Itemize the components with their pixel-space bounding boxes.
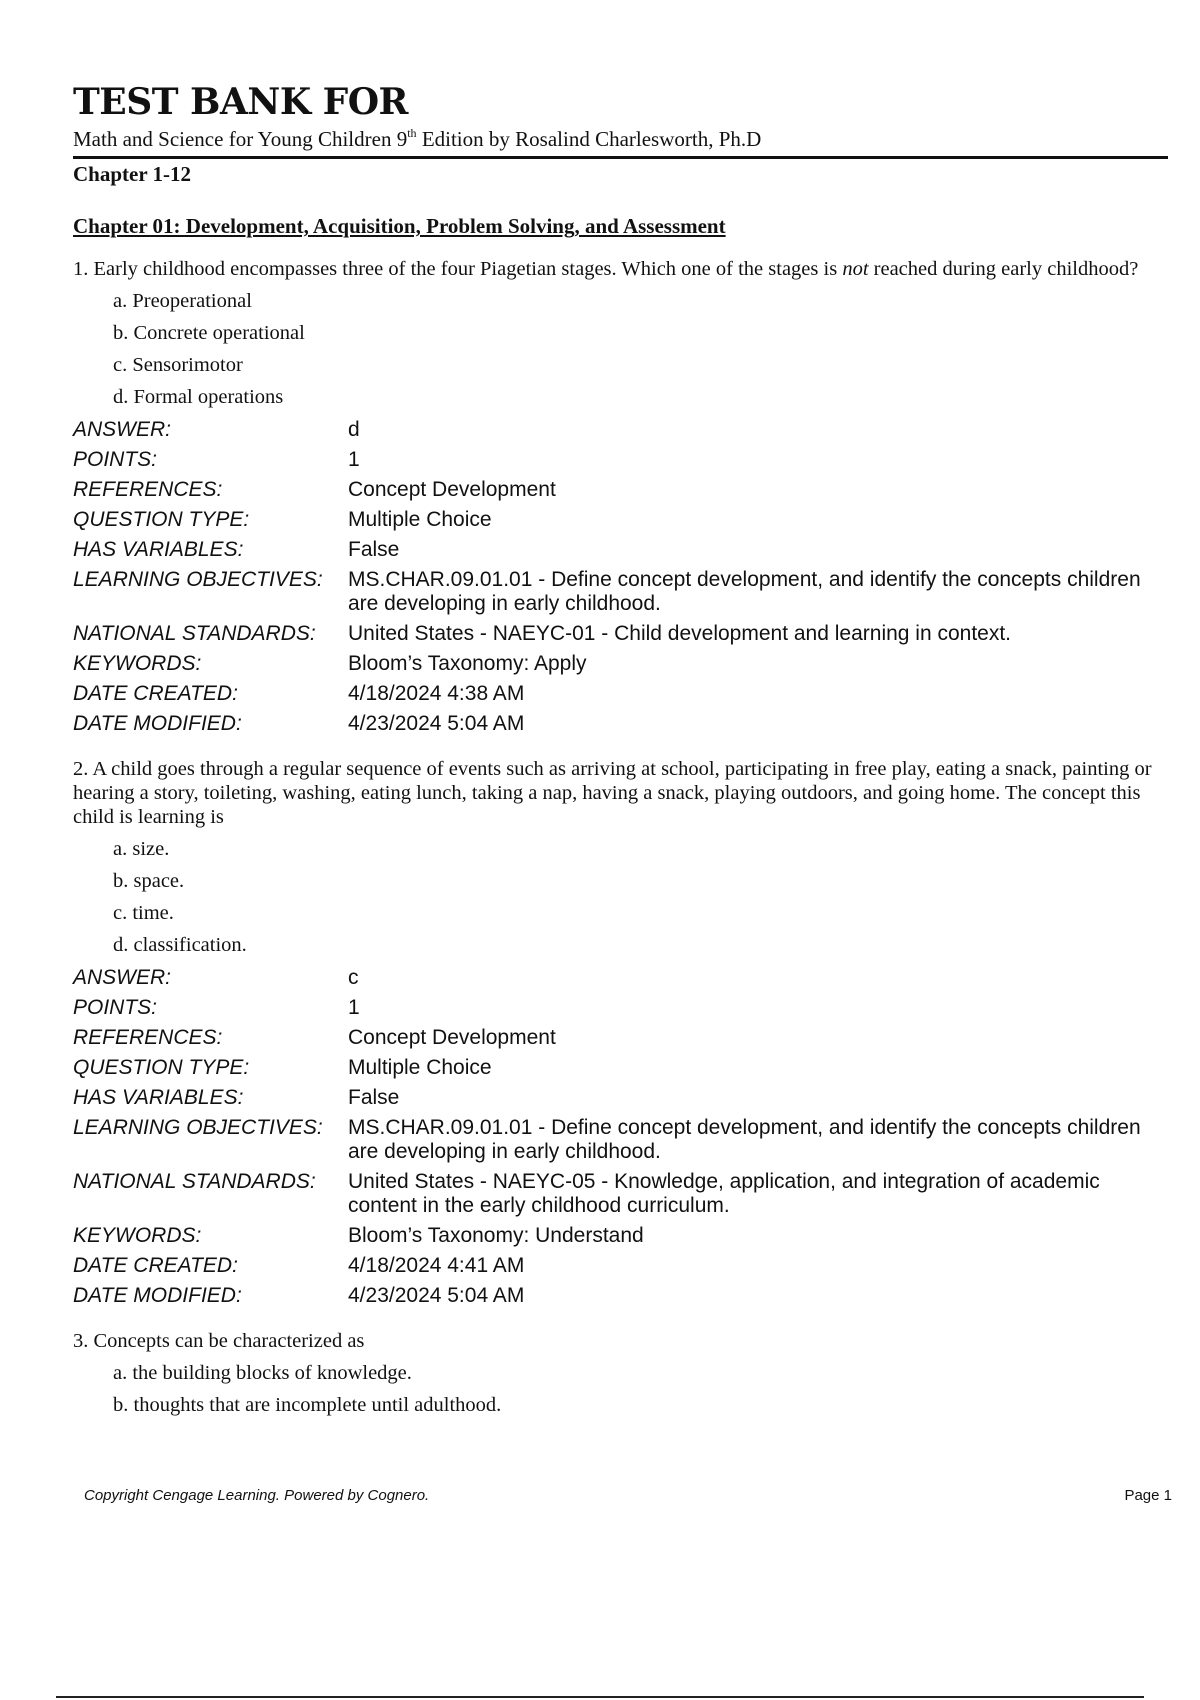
metadata-row <box>73 1251 1168 1281</box>
metadata-value: 4/18/2024 4:38 AM <box>348 682 525 705</box>
answer-options <box>113 1357 1168 1421</box>
metadata-value: MS.CHAR.09.01.01 - Define concept development, and identify the concepts children are developing in early childhood. <box>348 1116 1141 1163</box>
metadata-label: KEYWORDS: <box>73 652 202 675</box>
metadata-label: ANSWER: <box>73 418 172 441</box>
metadata-value: United States - NAEYC-05 - Knowledge, application, and integration of academic content in the early childhood curriculum. <box>348 1170 1100 1217</box>
doc-subtitle <box>73 126 1168 152</box>
chapter-heading: Chapter 01: Development, Acquisition, Problem Solving, and Assessment <box>73 214 726 238</box>
question-stem-text: 1. Early childhood encompasses three of the four Piagetian stages. Which one of the stages is <box>73 258 843 280</box>
bottom-divider <box>56 1696 1144 1698</box>
metadata-value: MS.CHAR.09.01.01 - Define concept development, and identify the concepts children are developing in early childhood. <box>348 568 1141 615</box>
question-stem <box>73 257 1168 281</box>
metadata-value: 4/18/2024 4:41 AM <box>348 1254 525 1277</box>
metadata-value: d <box>348 418 360 441</box>
metadata-row <box>73 963 1168 993</box>
metadata-row <box>73 535 1168 565</box>
footer-page-number: Page 1 <box>1124 1487 1172 1504</box>
metadata-row <box>73 1221 1168 1251</box>
metadata-label: POINTS: <box>73 448 158 471</box>
answer-option: a. Preoperational <box>113 290 252 312</box>
question-stem-text: 2. A child goes through a regular sequence of events such as arriving at school, participating in free play, eating a snack, painting or hearing a story, toileting, washing, eating lunch, taking a nap, having a snack, playing outdoors, and going home. The concept this child is learning is <box>73 758 1152 828</box>
answer-options <box>113 833 1168 961</box>
answer-options <box>113 285 1168 413</box>
metadata-row <box>73 1053 1168 1083</box>
metadata-value: Bloom’s Taxonomy: Understand <box>348 1224 644 1247</box>
question-stem <box>73 1329 1168 1353</box>
metadata-value: False <box>348 1086 400 1109</box>
answer-option: b. Concrete operational <box>113 322 305 344</box>
metadata-label: REFERENCES: <box>73 478 223 501</box>
metadata-label: ANSWER: <box>73 966 172 989</box>
chapter-range: Chapter 1-12 <box>73 162 192 186</box>
question-stem-text: 3. Concepts can be characterized as <box>73 1330 365 1352</box>
footer-copyright: Copyright Cengage Learning. Powered by Cognero. <box>84 1487 430 1504</box>
metadata-value: Concept Development <box>348 1026 556 1049</box>
metadata-value: False <box>348 538 400 561</box>
metadata-row <box>73 445 1168 475</box>
answer-option: a. size. <box>113 838 170 860</box>
metadata-row <box>73 1023 1168 1053</box>
metadata-label: DATE MODIFIED: <box>73 712 242 735</box>
answer-option: d. classification. <box>113 934 247 956</box>
metadata-label: DATE MODIFIED: <box>73 1284 242 1307</box>
metadata-value: Bloom’s Taxonomy: Apply <box>348 652 587 675</box>
subtitle-text-rest: Edition by Rosalind Charlesworth, Ph.D <box>416 127 762 151</box>
answer-option: b. space. <box>113 870 185 892</box>
metadata-value: 1 <box>348 996 360 1019</box>
subtitle-text: Math and Science for Young Children 9 <box>73 127 408 151</box>
question-block <box>73 257 1168 739</box>
metadata-label: HAS VARIABLES: <box>73 1086 244 1109</box>
metadata-label: DATE CREATED: <box>73 1254 238 1277</box>
question-metadata <box>73 415 1168 739</box>
metadata-label: QUESTION TYPE: <box>73 508 250 531</box>
metadata-value: c <box>348 966 359 989</box>
metadata-row <box>73 649 1168 679</box>
metadata-row <box>73 475 1168 505</box>
metadata-value: Concept Development <box>348 478 556 501</box>
metadata-row <box>73 1083 1168 1113</box>
metadata-row <box>73 709 1168 739</box>
metadata-row <box>73 565 1168 619</box>
metadata-label: NATIONAL STANDARDS: <box>73 1170 316 1193</box>
metadata-label: LEARNING OBJECTIVES: <box>73 568 323 591</box>
metadata-row <box>73 993 1168 1023</box>
metadata-value: 4/23/2024 5:04 AM <box>348 1284 525 1307</box>
metadata-label: KEYWORDS: <box>73 1224 202 1247</box>
answer-option: a. the building blocks of knowledge. <box>113 1362 412 1384</box>
question-block <box>73 757 1168 1311</box>
metadata-label: QUESTION TYPE: <box>73 1056 250 1079</box>
metadata-row <box>73 505 1168 535</box>
answer-option: d. Formal operations <box>113 386 284 408</box>
title-divider <box>73 156 1168 159</box>
metadata-value: Multiple Choice <box>348 508 492 531</box>
question-list <box>73 257 1168 1421</box>
metadata-label: HAS VARIABLES: <box>73 538 244 561</box>
question-stem-text-end: reached during early childhood? <box>868 258 1139 280</box>
metadata-label: NATIONAL STANDARDS: <box>73 622 316 645</box>
document-page <box>73 82 1168 1423</box>
question-metadata <box>73 963 1168 1311</box>
answer-option: c. time. <box>113 902 174 924</box>
metadata-value: 1 <box>348 448 360 471</box>
metadata-row <box>73 1281 1168 1311</box>
metadata-value: Multiple Choice <box>348 1056 492 1079</box>
metadata-value: 4/23/2024 5:04 AM <box>348 712 525 735</box>
answer-option: b. thoughts that are incomplete until adulthood. <box>113 1394 502 1416</box>
metadata-row <box>73 1167 1168 1221</box>
metadata-label: REFERENCES: <box>73 1026 223 1049</box>
metadata-label: DATE CREATED: <box>73 682 238 705</box>
metadata-row <box>73 619 1168 649</box>
subtitle-superscript: th <box>407 126 417 140</box>
metadata-value: United States - NAEYC-01 - Child development and learning in context. <box>348 622 1012 645</box>
metadata-label: POINTS: <box>73 996 158 1019</box>
metadata-row <box>73 1113 1168 1167</box>
metadata-row <box>73 679 1168 709</box>
question-stem <box>73 757 1168 829</box>
metadata-label: LEARNING OBJECTIVES: <box>73 1116 323 1139</box>
answer-option: c. Sensorimotor <box>113 354 243 376</box>
metadata-row <box>73 415 1168 445</box>
question-stem-emphasis: not <box>842 258 869 280</box>
doc-title: TEST BANK FOR <box>73 81 408 123</box>
question-block <box>73 1329 1168 1421</box>
